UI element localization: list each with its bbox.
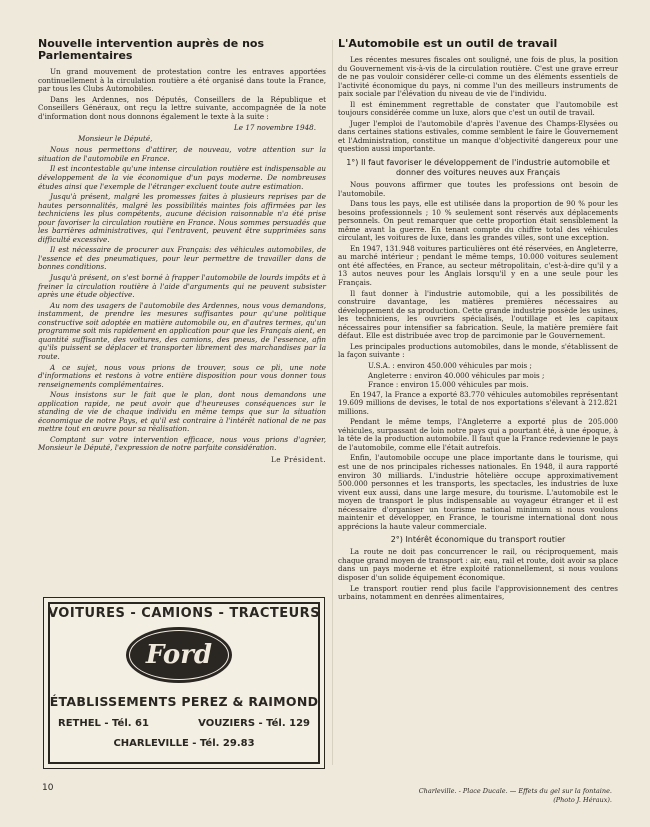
letter-paragraph: Jusqu'à présent, malgré les promesses faites à plusieurs reprises par de hautes personnalités, malgré les possibilités maintes fois affirmées par les techniciens les plus compétents, aucune décision raisonnable n'a été prise pour favoriser la circulation routière en France. Nous sommes persuadés que les barrières administratives, qui l'entravent, peuvent être supprimées sans difficulté excessive. [38,192,326,244]
letter-paragraph: Nous nous permettons d'attirer, de nouveau, votre attention sur la situation de l'automobile en France. [38,145,326,163]
production-stat: U.S.A. : environ 450.000 véhicules par mois ; [368,360,532,370]
ad-rethel: RETHEL - Tél. 61 [58,718,149,729]
production-stat: Angleterre : environ 40.000 véhicules par mois ; [368,370,545,380]
page-number: 10 [42,783,54,793]
section-1-paragraph: Les principales productions automobiles, dans le monde, s'établissent de la façon suivante : [338,341,618,360]
ad-headline: VOITURES - CAMIONS - TRACTEURS [47,606,321,621]
section-2-paragraph: La route ne doit pas concurrencer le rail, ou réciproquement, mais chaque grand moyen de transport : air, eau, rail et route, doit avoir sa place dans un pays moderne et être exploité rationnellement, si nous voulons disposer d'un solide équipement économique. [338,547,618,582]
right-intro-paragraph: Les récentes mesures fiscales ont souligné, une fois de plus, la position du Gouvernement vis-à-vis de la circulation routière. C'est une grave erreur de ne pas vouloir considérer celle-ci comme un des éléments essentiels de l'activité économique du pays, ni comme l'un des meilleurs instruments de paix sociale par l'élévation du niveau de vie de l'individu. [338,55,618,99]
ad-vouziers: VOUZIERS - Tél. 129 [198,718,310,729]
left-article-title: Nouvelle intervention auprès de nos Parlementaires [38,37,264,62]
left-intro-paragraph: Un grand mouvement de protestation contre les entraves apportées continuellement à la circulation routière a été organisé dans toute la France, par tous les Clubs Automobiles. [38,67,326,94]
letter-signature: Le Président. [271,454,326,464]
section-1-paragraph: Enfin, l'automobile occupe une place importante dans le tourisme, qui est une de nos principales richesses nationales. En 1948, il aura rapporté environ 30 milliards. L'industrie hôtelière occupe approximativement 500.000 personnes et les transports, les spectacles, les industries de luxe vivent eux aussi, dans une large mesure, du tourisme. L'automobile est le moyen de transport le plus indispensable au voyageur étranger et il est nécessaire d'organiser un tourisme national minimum si nous voulons maintenir et développer, en France, le tourisme international dont nous apprécions la haute valeur commerciale. [338,453,618,531]
letter-paragraph: Il est incontestable qu'une intense circulation routière est indispensable au développement de la vie économique d'un pays moderne. De nombreuses études ainsi que l'exemple de l'étranger excluent toute autre estimation. [38,164,326,191]
right-intro-paragraph: Il est éminemment regrettable de constater que l'automobile est toujours considérée comme un luxe, alors que c'est un outil de travail. [338,99,618,118]
letter-paragraph: Nous insistons sur le fait que le plan, dont nous demandons une application rapide, ne peut avoir que d'heureuses conséquences sur le standing de vie de chaque individu en même temps que sur la situation économique de notre Pays, et qu'il est contraire à l'intérêt national de ne pas mettre tout en œuvre pour sa réalisation. [38,390,326,434]
letter-date: Le 17 novembre 1948. [234,123,316,133]
logo-ring [129,630,229,680]
section-2-paragraph: Le transport routier rend plus facile l'approvisionnement des centres urbains, notamment en denrées alimentaires, [338,583,618,602]
left-column [38,38,326,467]
section-1-heading: 1°) Il faut favoriser le développement de l'industrie automobile et donner des voitures neuves aux Français [346,158,610,178]
letter-paragraph: Jusqu'à présent, on s'est borné à frapper l'automobile de lourds impôts et à freiner la circulation routière à l'aide d'arguments qui ne peuvent subsister après une étude objective. [38,273,326,300]
letter-paragraph: Au nom des usagers de l'automobile des Ardennes, nous vous demandons, instamment, de prendre les mesures suffisantes pour qu'une politique constructive soit adoptée en matière automobile ou, en d'autres termes, qu'un programme soit mis rapidement en application pour que les Français aient, en quantité suffisante, des voitures, des camions, des pneus, de l'essence, afin qu'ils puissent se déplacer et transporter librement des marchandises par la route. [38,300,326,361]
section-1-paragraph: En 1947, 131.948 voitures particulières ont été réservées, en Angleterre, au marché intérieur ; pendant le même temps, 10.000 voitures seulement ont été affectées, en France, au secteur métropolitain, c'est-à-dire qu'il y a 13 autos neuves pour les Anglais lorsqu'il y en a une seule pour les Français. [338,243,618,288]
ford-logo [126,627,232,683]
column-divider [332,40,333,765]
section-1-paragraph: Dans tous les pays, elle est utilisée dans la proportion de 90 % pour les besoins professionnels ; 10 % seulement sont réservés aux déplacements personnels. On peut remarquer que cette proportion était sensiblement la même avant la guerre. En tenant compte du chiffre total des véhicules circulant, les voitures de luxe, dans les grandes villes, sont une exception. [338,199,618,243]
caption-text: Charleville. - Place Ducale. — Effets du gel sur la fontaine. [418,787,612,795]
letter-paragraph: Comptant sur votre intervention efficace, nous vous prions d'agréer, Monsieur le Député, l'expression de notre parfaite considération. [38,434,326,453]
left-intro-paragraph: Dans les Ardennes, nos Députés, Conseillers de la République et Conseillers Généraux, ont reçu la lettre suivante, accompagnée de la note d'information dont nous donnons également le texte à la suite : [38,94,326,121]
section-1-paragraph: En 1947, la France a exporté 83.770 véhicules automobiles représentant 19.609 millions de devises, le total de nos exportations s'élevant à 212.821 millions. [338,389,618,416]
caption-credit: (Photo J. Héraux). [553,796,612,804]
letter-salutation: Monsieur le Député, [78,133,153,143]
ford-logo-text: Ford [145,640,213,670]
right-intro-paragraph: Juger l'emploi de l'automobile d'après l'avenue des Champs-Elysées ou dans certaines stations estivales, comme semblent le faire le Gouvernement et l'Administration, constitue un manque d'objectivité dangereux pour une question aussi importante. [338,118,618,154]
letter-paragraph: Il est nécessaire de procurer aux Français: des véhicules automobiles, de l'essence et des pneumatiques, pour leur permettre de travailler dans de bonnes conditions. [38,245,326,272]
section-1-paragraph: Il faut donner à l'industrie automobile, qui a les possibilités de construire davantage, les matières premières nécessaires au développement de sa production. Cette grande industrie possède les usines, les techniciens, les ouvriers spécialisés, l'outillage et les capitaux nécessaires pour intensifier sa fabrication. Seule, la matière première fait défaut. Elle est distribuée avec trop de parcimonie par le Gouvernement. [338,288,618,341]
section-1-paragraph: Nous pouvons affirmer que toutes les professions ont besoin de l'automobile. [338,180,618,198]
section-2-heading: 2°) Intérêt économique du transport routier [390,535,566,545]
right-article-title: L'Automobile est un outil de travail [338,37,558,50]
photo-caption [320,787,612,805]
right-column [338,38,618,604]
letter-paragraph: A ce sujet, nous vous prions de trouver, sous ce pli, une note d'informations et restons à votre entière disposition pour vous donner tous renseignements complémentaires. [38,362,326,389]
ad-company-name: ÉTABLISSEMENTS PEREZ & RAIMOND [49,694,319,709]
production-stat: France : environ 15.000 véhicules par mois. [368,380,529,390]
section-1-paragraph: Pendant le même temps, l'Angleterre a exporté plus de 205.000 véhicules, surpassant de loin notre pays qui a pourtant été, à une époque, à la tête de la production automobile. Il faut que la France redevienne le pays de l'automobile, comme elle l'était autrefois. [338,417,618,452]
ford-advertisement [43,597,325,769]
ad-charleville: CHARLEVILLE - Tél. 29.83 [113,738,255,749]
